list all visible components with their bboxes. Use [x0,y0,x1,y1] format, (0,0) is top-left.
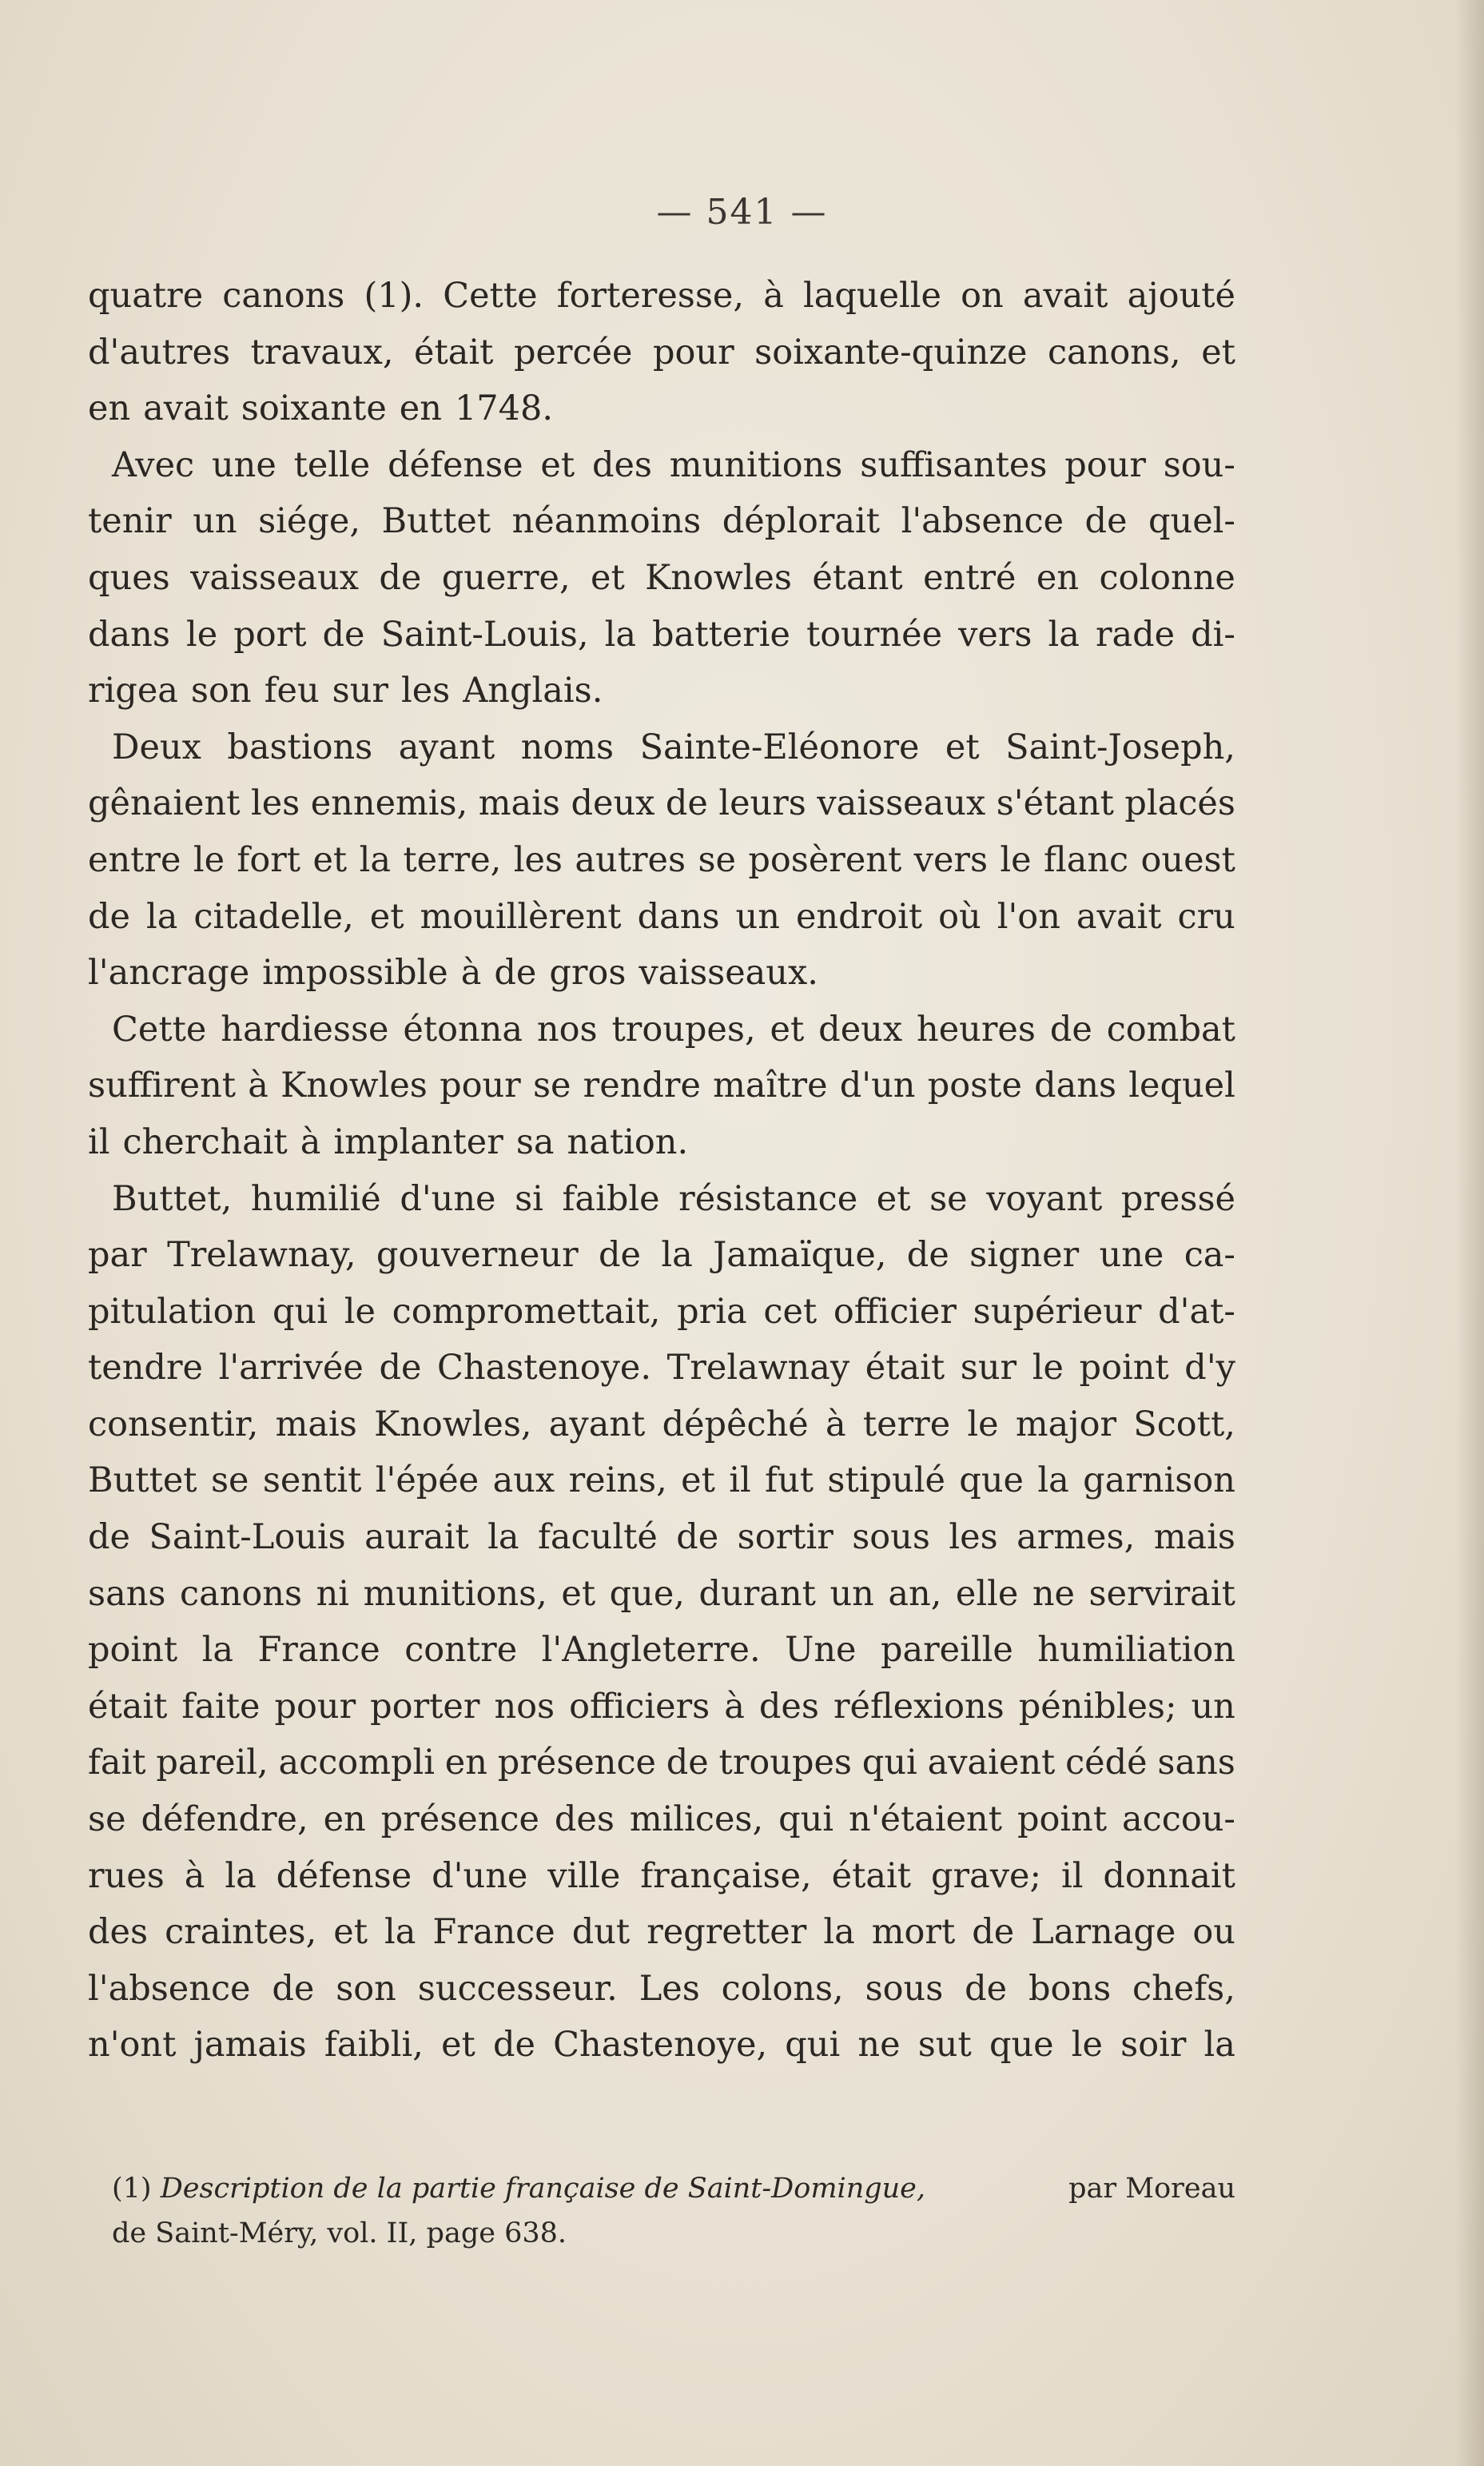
text-line: point la France contre l'Angleterre. Une pareille humiliation [88,1630,1235,1671]
text-line: ques vaisseaux de guerre, et Knowles étant entré en colonne [88,557,1235,598]
text-line: par Trelawnay, gouverneur de la Jamaïque, de signer une ca- [88,1235,1235,1276]
text-line: gênaient les ennemis, mais deux de leurs vaisseaux s'étant placés [88,783,1235,824]
text-line: rigea son feu sur les Anglais. [88,671,603,711]
text-line: il cherchait à implanter sa nation. [88,1121,689,1162]
footnote [112,2166,1235,2256]
text-line: fait pareil, accompli en présence de troupes qui avaient cédé sans [88,1743,1235,1783]
page-edge-shadow [1455,0,1484,2466]
text-line: de la citadelle, et mouillèrent dans un endroit où l'on avait cru [88,896,1235,937]
text-line: l'absence de son successeur. Les colons, sous de bons chefs, [88,1968,1235,2009]
text-line: en avait soixante en 1748. [88,388,554,429]
text-line: Buttet se sentit l'épée aux reins, et il fut stipulé que la garnison [88,1460,1235,1501]
text-line: d'autres travaux, était percée pour soixante-quinze canons, et [88,332,1235,372]
footnote-line-2: de Saint-Méry, vol. II, page 638. [112,2217,567,2249]
text-line: consentir, mais Knowles, ayant dépêché à terre le major Scott, [88,1404,1235,1444]
text-line: Cette hardiesse étonna nos troupes, et deux heures de combat [112,1009,1235,1050]
text-line: pitulation qui le compromettait, pria cet officier supérieur d'at- [88,1291,1235,1332]
footnote-author: par Moreau [1068,2173,1235,2205]
text-line: suffirent à Knowles pour se rendre maître d'un poste dans lequel [88,1066,1235,1106]
text-line: sans canons ni munitions, et que, durant un an, elle ne servirait [88,1573,1235,1614]
text-line: des craintes, et la France dut regretter la mort de Larnage ou [88,1912,1235,1953]
text-line: tenir un siége, Buttet néanmoins déplorait l'absence de quel- [88,501,1235,542]
text-line: quatre canons (1). Cette forteresse, à laquelle on avait ajouté [88,276,1235,316]
text-line: tendre l'arrivée de Chastenoye. Trelawnay était sur le point d'y [88,1348,1235,1388]
body-text [88,268,1235,2074]
text-line: se défendre, en présence des milices, qui n'étaient point accou- [88,1799,1235,1840]
footnote-marker: (1) [112,2173,152,2205]
page-number: — 541 — [656,192,828,233]
text-line: Buttet, humilié d'une si faible résistance et se voyant pressé [112,1178,1235,1219]
footnote-title: Description de la partie française de Saint-Domingue, [160,2173,926,2205]
footnote-line-1 [112,2166,1235,2211]
text-line: n'ont jamais faibli, et de Chastenoye, qui ne sut que le soir la [88,2025,1235,2066]
text-line: de Saint-Louis aurait la faculté de sortir sous les armes, mais [88,1517,1235,1558]
text-line: Deux bastions ayant noms Sainte-Eléonore et Saint-Joseph, [112,727,1235,767]
text-line: dans le port de Saint-Louis, la batterie tournée vers la rade di- [88,614,1235,655]
text-line: Avec une telle défense et des munitions suffisantes pour sou- [112,444,1235,485]
text-line: était faite pour porter nos officiers à des réflexions pénibles; un [88,1686,1235,1727]
text-line: l'ancrage impossible à de gros vaisseaux. [88,953,818,994]
text-line: entre le fort et la terre, les autres se posèrent vers le flanc ouest [88,839,1235,880]
text-line: rues à la défense d'une ville française, était grave; il donnait [88,1855,1235,1896]
